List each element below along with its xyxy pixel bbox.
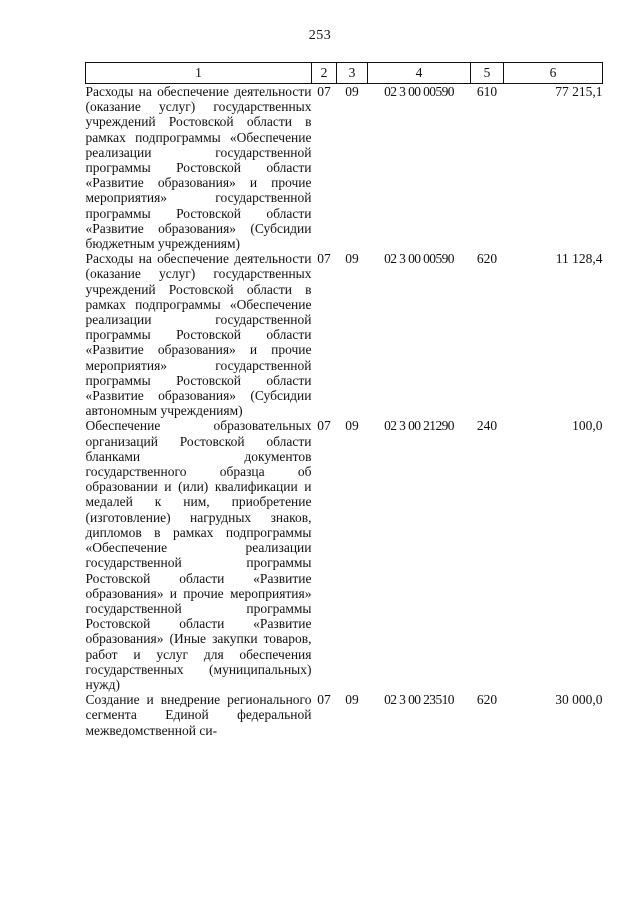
row-expense-type: 610 [476, 84, 498, 99]
row-target-article: 02 3 00 23510 [384, 692, 454, 708]
row-description: Расходы на обеспечение деятельности (оказание услуг) государственных учреждений Ростовской области в рамках подпрограммы «Обеспечение реализации государственной программы Ростовской области «Развитие образования» и прочие мероприятия» государственной программы Ростовской области «Развитие образования» (Субсидии автономным учреждениям) [85, 251, 312, 419]
header-col-1: 1 [86, 63, 312, 84]
row-description: Расходы на обеспечение деятельности (оказание услуг) государственных учреждений Ростовской области в рамках подпрограммы «Обеспечение реализации государственной программы Ростовской области «Развитие образования» и прочие мероприятия» государственной программы Ростовской области «Развитие образования» (Субсидии бюджетным учреждениям) [85, 84, 312, 252]
table-row [86, 84, 603, 252]
header-col-5: 5 [471, 63, 504, 84]
table-row [86, 251, 603, 418]
table-row [86, 692, 603, 738]
row-subsection: 09 [345, 418, 359, 434]
page-number: 253 [308, 28, 332, 43]
row-section: 07 [317, 418, 331, 434]
table-header-row [86, 63, 603, 84]
header-col-3: 3 [337, 63, 368, 84]
header-col-6: 6 [504, 63, 603, 84]
row-section: 07 [317, 692, 331, 708]
table-row [86, 418, 603, 692]
row-amount: 100,0 [572, 418, 603, 434]
header-col-2: 2 [312, 63, 337, 84]
row-section: 07 [317, 251, 331, 267]
row-target-article: 02 3 00 00590 [384, 251, 454, 267]
row-description: Создание и внедрение регионального сегмента Единой федеральной межведомственной си- [85, 692, 312, 738]
row-expense-type: 240 [476, 418, 498, 434]
row-target-article: 02 3 00 00590 [384, 84, 454, 99]
header-col-4: 4 [368, 63, 471, 84]
row-section: 07 [317, 84, 331, 99]
budget-table [85, 62, 603, 738]
row-target-article: 02 3 00 21290 [384, 418, 454, 434]
row-amount: 77 215,1 [555, 84, 603, 99]
row-amount: 11 128,4 [555, 251, 603, 267]
row-amount: 30 000,0 [555, 692, 603, 708]
row-expense-type: 620 [476, 251, 498, 267]
row-subsection: 09 [345, 84, 359, 99]
row-description: Обеспечение образовательных организаций Ростовской области бланками документов государственного образца об образовании и (или) квалификации и медалей к ним, приобретение (изготовление) нагрудных знаков, дипломов в рамках подпрограммы «Обеспечение реализации государственной программы Ростовской области «Развитие образования» и прочие мероприятия» государственной программы Ростовской области «Развитие образования» (Иные закупки товаров, работ и услуг для обеспечения государственных (муниципальных) нужд) [85, 418, 312, 692]
row-subsection: 09 [345, 692, 359, 708]
row-subsection: 09 [345, 251, 359, 267]
row-expense-type: 620 [476, 692, 498, 708]
